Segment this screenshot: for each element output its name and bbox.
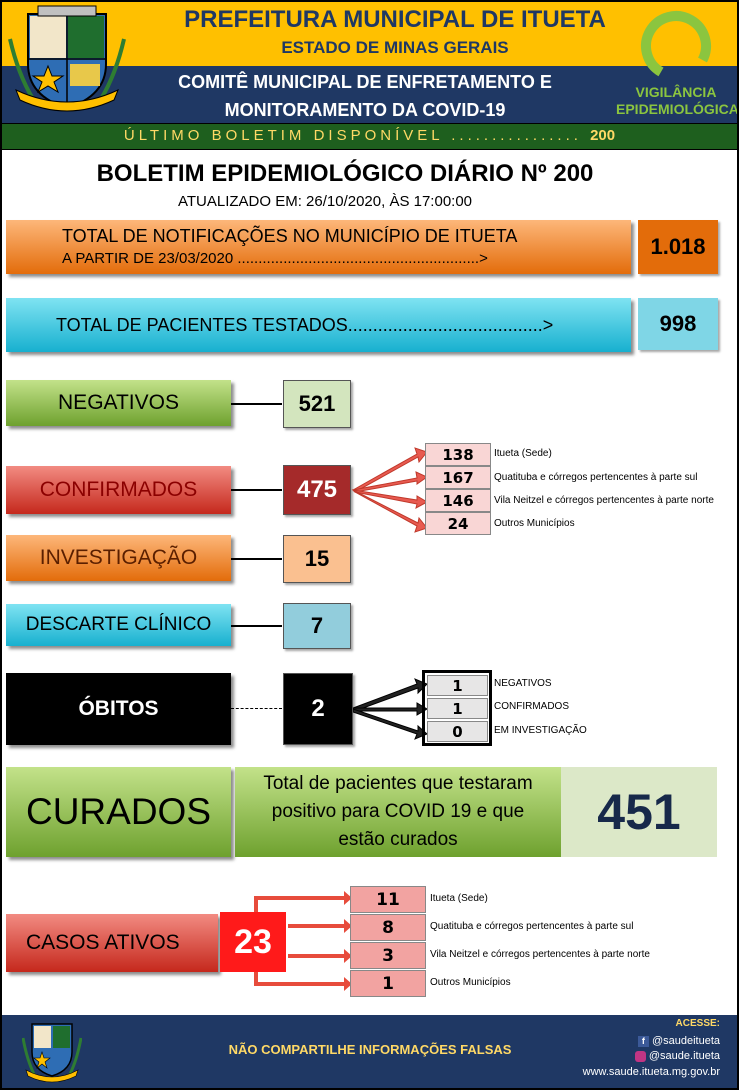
footer-website[interactable]: www.saude.itueta.mg.gov.br [582,1066,720,1078]
committee-line-2: MONITORAMENTO DA COVID-19 [224,100,506,120]
header-title: PREFEITURA MUNICIPAL DE ITUETA [184,6,606,33]
bulletin-title: BOLETIM EPIDEMIOLÓGICO DIÁRIO Nº 200 [96,160,594,187]
active-breakdown-label-sede: Itueta (Sede) [430,893,488,904]
clinical-discard-bar: DESCARTE CLÍNICO [6,604,231,646]
deaths-breakdown-label-negatives: NEGATIVOS [494,678,552,689]
active-breakdown-label-norte: Vila Neitzel e córregos pertencentes à parte norte [430,949,650,960]
deaths-value: 2 [283,673,353,745]
deaths-breakdown-value-investigation: 0 [427,721,488,742]
facebook-handle[interactable]: @saudeitueta [651,1035,720,1047]
confirmed-breakdown-value-outros: 24 [425,512,491,535]
header-state: ESTADO DE MINAS GERAIS [281,38,509,57]
tested-value: 998 [638,298,718,350]
cured-value: 451 [561,767,717,857]
deaths-breakdown-value-confirmed: 1 [427,698,488,719]
bulletin-updated: ATUALIZADO EM: 26/10/2020, ÀS 17:00:00 [177,193,473,210]
confirmed-bar: CONFIRMADOS [6,466,231,514]
active-breakdown-value-norte: 3 [350,942,426,969]
confirmed-breakdown-value-sul: 167 [425,466,491,489]
deaths-breakdown-value-negatives: 1 [427,675,488,696]
vigilancia-line-2: EPIDEMIOLÓGICA [616,101,739,117]
footer-access-label: ACESSE: [675,1018,720,1029]
active-cases-bar: CASOS ATIVOS [6,914,218,972]
confirmed-breakdown-label-outros: Outros Municípios [494,518,575,529]
last-bulletin-number: 200 [590,127,616,144]
confirmed-breakdown-label-sede: Itueta (Sede) [494,448,552,459]
confirmed-value: 475 [283,465,351,515]
deaths-bar: ÓBITOS [6,673,231,745]
clinical-discard-value: 7 [283,603,351,649]
active-breakdown-value-sul: 8 [350,914,426,941]
committee-line-1: COMITÊ MUNICIPAL DE ENFRETAMENTO E [178,72,552,92]
notifications-line-2: A PARTIR DE 23/03/2020 ..........................................................> [62,250,488,267]
negatives-value: 521 [283,380,351,428]
deaths-breakdown-label-confirmed: CONFIRMADOS [494,701,569,712]
investigation-value: 15 [283,535,351,583]
deaths-breakdown-label-investigation: EM INVESTIGAÇÃO [494,725,587,736]
active-breakdown-label-sul: Quatituba e córregos pertencentes à parte sul [430,921,634,932]
tested-bar: TOTAL DE PACIENTES TESTADOS.......................................> [6,298,631,352]
notifications-value: 1.018 [638,220,718,274]
last-bulletin-label: ÚLTIMO BOLETIM DISPONÍVEL ................ [123,127,582,144]
cured-description: Total de pacientes que testaram positivo para COVID 19 e que estão curados [235,767,561,857]
cured-bar: CURADOS [6,767,231,857]
facebook-icon: f [638,1036,649,1047]
negatives-bar: NEGATIVOS [6,380,231,426]
active-cases-value: 23 [220,912,286,972]
footer-message: NÃO COMPARTILHE INFORMAÇÕES FALSAS [228,1042,512,1057]
active-breakdown-value-sede: 11 [350,886,426,913]
confirmed-breakdown-value-norte: 146 [425,489,491,512]
investigation-bar: INVESTIGAÇÃO [6,535,231,581]
confirmed-breakdown-label-norte: Vila Neitzel e córregos pertencentes à parte norte [494,495,714,506]
notifications-line-1: TOTAL DE NOTIFICAÇÕES NO MUNICÍPIO DE ITUETA [62,226,518,246]
instagram-handle[interactable]: @saude.itueta [648,1050,720,1062]
active-breakdown-value-outros: 1 [350,970,426,997]
vigilancia-line-1: VIGILÂNCIA [635,84,717,100]
confirmed-breakdown-value-sede: 138 [425,443,491,466]
confirmed-breakdown-label-sul: Quatituba e córregos pertencentes à parte sul [494,472,698,483]
active-breakdown-label-outros: Outros Municípios [430,977,511,988]
